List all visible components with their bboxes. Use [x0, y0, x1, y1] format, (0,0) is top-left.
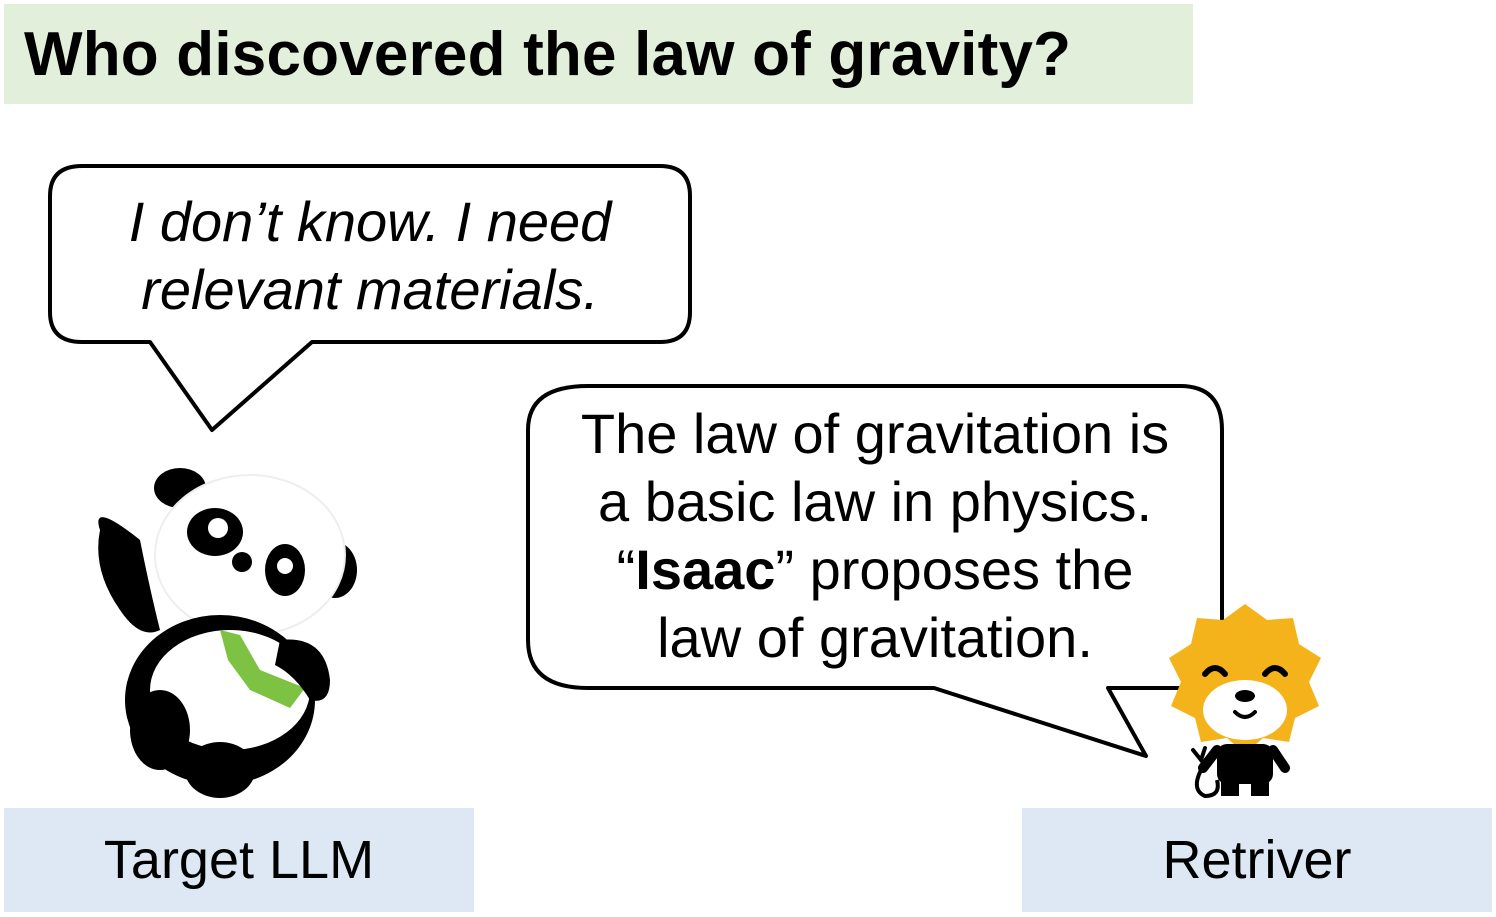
retriever-bubble-line-1: The law of gravitation is: [580, 402, 1170, 465]
retriever-label: [1022, 808, 1492, 912]
llm-bubble-line-2: relevant materials.: [141, 258, 599, 321]
question-text: Who discovered the law of gravity?: [24, 19, 1072, 89]
target-llm-label: [4, 808, 474, 912]
retriever-bubble-text: [528, 400, 1222, 672]
retriever-bubble-line-2: a basic law in physics.: [597, 470, 1152, 533]
retriever-bubble-line-4: law of gravitation.: [657, 606, 1093, 669]
retrieved-entity: Isaac: [635, 538, 776, 601]
llm-bubble-text: [50, 188, 690, 324]
retriever-label-text: Retriver: [1162, 830, 1352, 890]
retriever-bubble-line-3: [528, 536, 1222, 604]
open-quote: “: [616, 538, 636, 601]
panda-mascot-icon: [80, 460, 370, 800]
lion-mascot-icon: [1165, 600, 1325, 800]
target-llm-label-text: Target LLM: [103, 830, 375, 890]
line3-rest: ” proposes the: [775, 538, 1134, 601]
llm-bubble-line-1: I don’t know. I need: [128, 190, 612, 253]
